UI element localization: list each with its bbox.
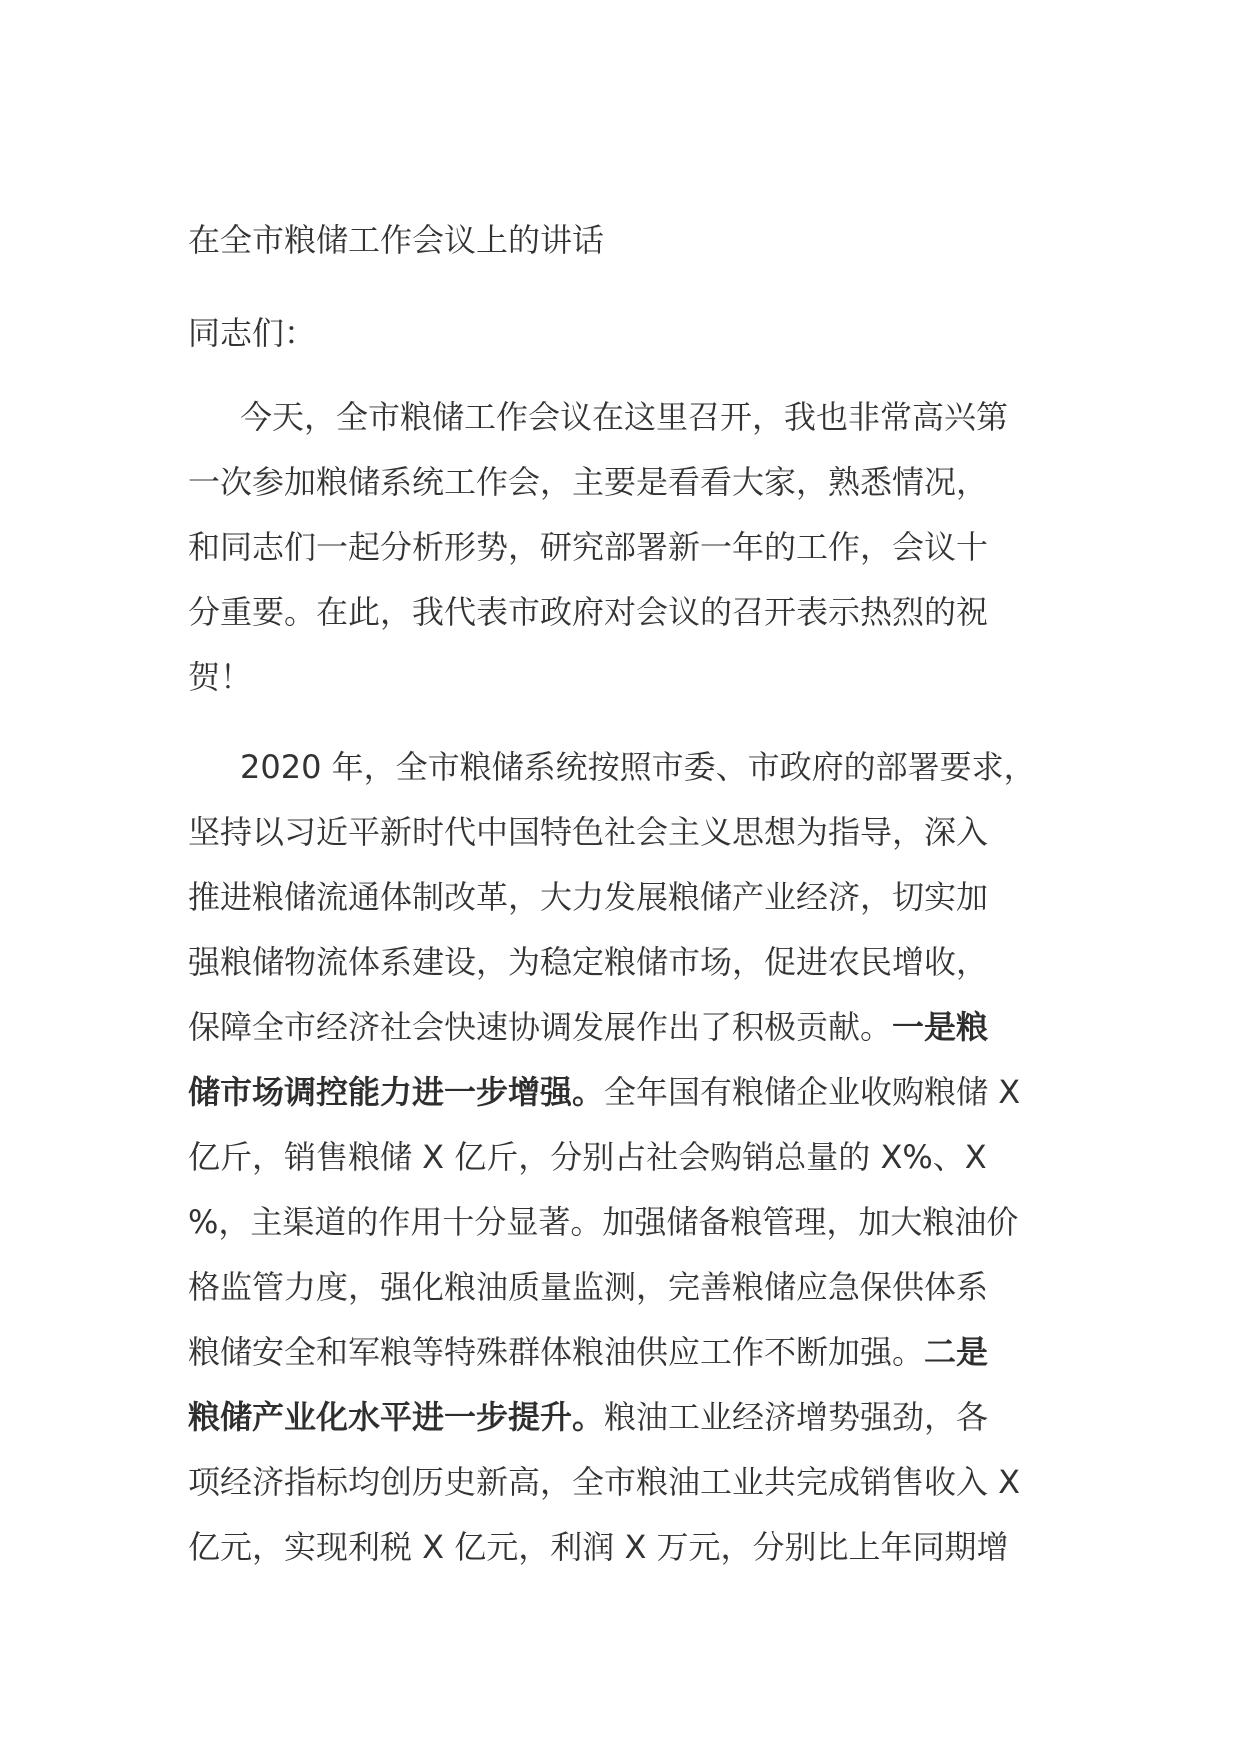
paragraph-line: 和同志们一起分析形势，研究部署新一年的工作，会议十 [188, 528, 989, 566]
point-one-heading-start: 一是粮 [892, 1008, 989, 1046]
salutation: 同志们： [188, 314, 317, 352]
paragraph-line: 一次参加粮储系统工作会，主要是看看大家，熟悉情况， [188, 463, 989, 501]
paragraph-line [188, 1385, 1036, 1450]
paragraph-line [188, 1320, 1036, 1385]
paragraph-line: 项经济指标均创历史新高，全市粮油工业共完成销售收入 X [188, 1463, 1021, 1501]
paragraph-line: 贺！ [188, 658, 253, 696]
line-text: 粮油工业经济增势强劲，各 [604, 1398, 989, 1436]
paragraph-line [188, 995, 1036, 1060]
paragraph-line: 今天，全市粮储工作会议在这里召开，我也非常高兴第 [240, 398, 1009, 436]
paragraph-line: 坚持以习近平新时代中国特色社会主义思想为指导，深入 [188, 813, 989, 851]
paragraph-line: 强粮储物流体系建设，为稳定粮储市场，促进农民增收， [188, 943, 989, 981]
point-two-heading-start: 二是 [924, 1333, 989, 1371]
paragraph-line: 分重要。在此，我代表市政府对会议的召开表示热烈的祝 [188, 593, 989, 631]
paragraph-line: 格监管力度，强化粮油质量监测，完善粮储应急保供体系 [188, 1268, 989, 1306]
line-text: 保障全市经济社会快速协调发展作出了积极贡献。 [188, 1008, 893, 1046]
paragraph-line: 2020 年，全市粮储系统按照市委、市政府的部署要求， [240, 748, 1036, 786]
paragraph-line: 亿斤，销售粮储 X 亿斤，分别占社会购销总量的 X%、X [188, 1138, 987, 1176]
paragraph-line [188, 1060, 1036, 1125]
paragraph-opening [188, 385, 1008, 710]
paragraph-line: %，主渠道的作用十分显著。加强储备粮管理，加大粮油价 [188, 1203, 1019, 1241]
point-two-heading-end: 粮储产业化水平进一步提升。 [188, 1398, 605, 1436]
document-title: 在全市粮储工作会议上的讲话 [188, 221, 605, 259]
paragraph-line: 推进粮储流通体制改革，大力发展粮储产业经济，切实加 [188, 878, 989, 916]
line-text: 全年国有粮储企业收购粮储 X [604, 1073, 1021, 1111]
paragraph-line: 亿元，实现利税 X 亿元，利润 X 万元，分别比上年同期增 [188, 1528, 1009, 1566]
line-text: 粮储安全和军粮等特殊群体粮油供应工作不断加强。 [188, 1333, 925, 1371]
paragraph-review [188, 735, 1036, 1580]
point-one-heading-end: 储市场调控能力进一步增强。 [188, 1073, 605, 1111]
